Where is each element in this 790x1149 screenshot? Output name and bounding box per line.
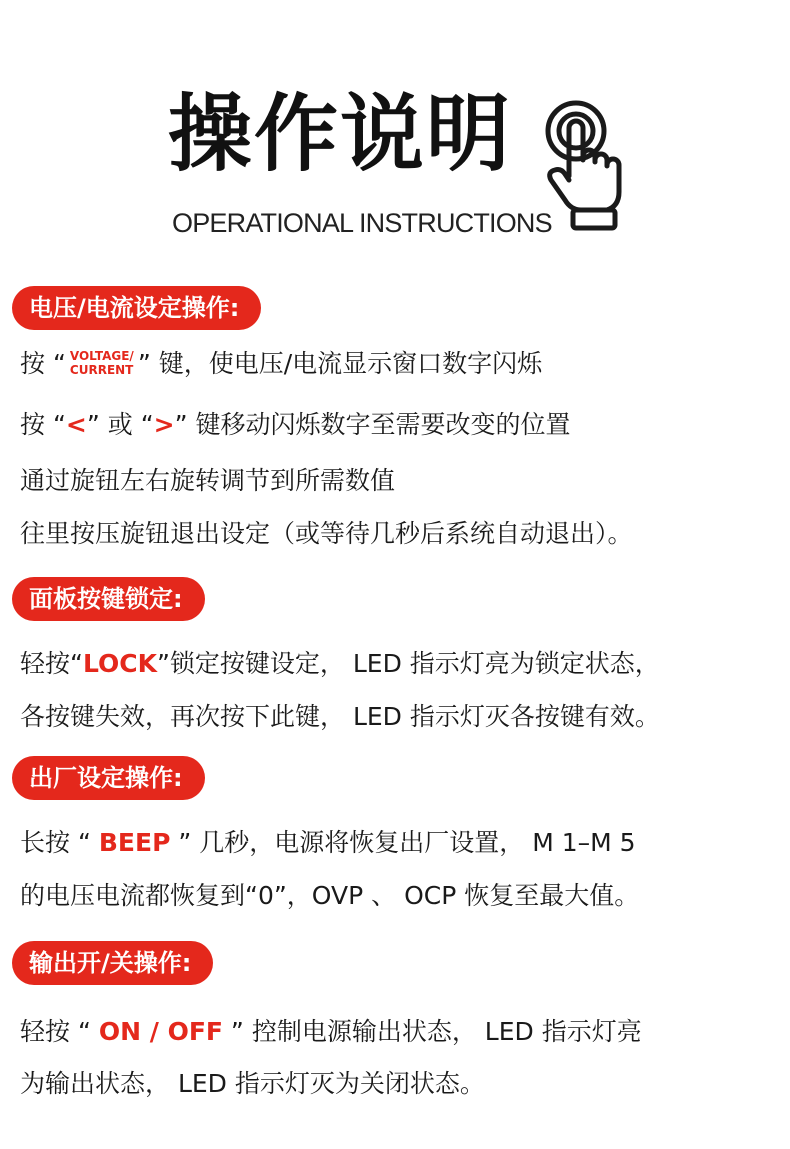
instruction-line [20, 409, 571, 441]
line-text: 按 “ [20, 410, 66, 439]
instruction-line: 往里按压旋钮退出设定（或等待几秒后系统自动退出）。 [20, 519, 633, 548]
line-text: 长按 “ [20, 828, 99, 857]
line-text: ” 控制电源输出状态， LED 指示灯亮 [222, 1017, 642, 1046]
instruction-line [20, 827, 636, 859]
instruction-line: 通过旋钮左右旋转调节到所需数值 [20, 466, 396, 495]
page-subtitle: OPERATIONAL INSTRUCTIONS [172, 208, 552, 238]
voltage-current-key-label [70, 349, 134, 377]
key-label-top: VOLTAGE/ [69, 349, 134, 363]
line-text: ” 几秒，电源将恢复出厂设置， M 1–M 5 [170, 828, 636, 857]
line-text: ” 键，使电压/电流显示窗口数字闪烁 [137, 349, 543, 378]
section-heading-output-onoff: 输出开/关操作: [12, 941, 213, 985]
instruction-line [20, 648, 660, 680]
line-text: 按 “ [20, 349, 66, 378]
instruction-line [20, 1016, 642, 1048]
left-key-label: < [65, 410, 87, 439]
instruction-line: 各按键失效，再次按下此键， LED 指示灯灭各按键有效。 [20, 702, 660, 731]
line-text: ” 键移动闪烁数字至需要改变的位置 [174, 410, 571, 439]
line-text: ”锁定按键设定， LED 指示灯亮为锁定状态， [156, 649, 660, 678]
section-heading-panel-lock: 面板按键锁定: [12, 577, 205, 621]
line-text: 轻按 “ [20, 1017, 99, 1046]
finger-tap-icon [543, 100, 623, 235]
beep-key-label: BEEP [98, 828, 171, 857]
instruction-line: 为输出状态， LED 指示灯灭为关闭状态。 [20, 1069, 485, 1098]
onoff-key-label: ON / OFF [98, 1017, 223, 1046]
instruction-line: 的电压电流都恢复到“0”，OVP 、 OCP 恢复至最大值。 [20, 881, 640, 910]
page-title: 操作说明 [168, 85, 513, 183]
section-heading-factory-reset: 出厂设定操作: [12, 756, 205, 800]
line-text: 轻按“ [20, 649, 83, 678]
section-heading-voltage-current: 电压/电流设定操作: [12, 286, 261, 330]
line-text: ” 或 “ [86, 410, 154, 439]
lock-key-label: LOCK [82, 649, 157, 678]
instruction-line [20, 348, 542, 380]
right-key-label: > [153, 410, 175, 439]
key-label-bottom: CURRENT [69, 363, 134, 377]
